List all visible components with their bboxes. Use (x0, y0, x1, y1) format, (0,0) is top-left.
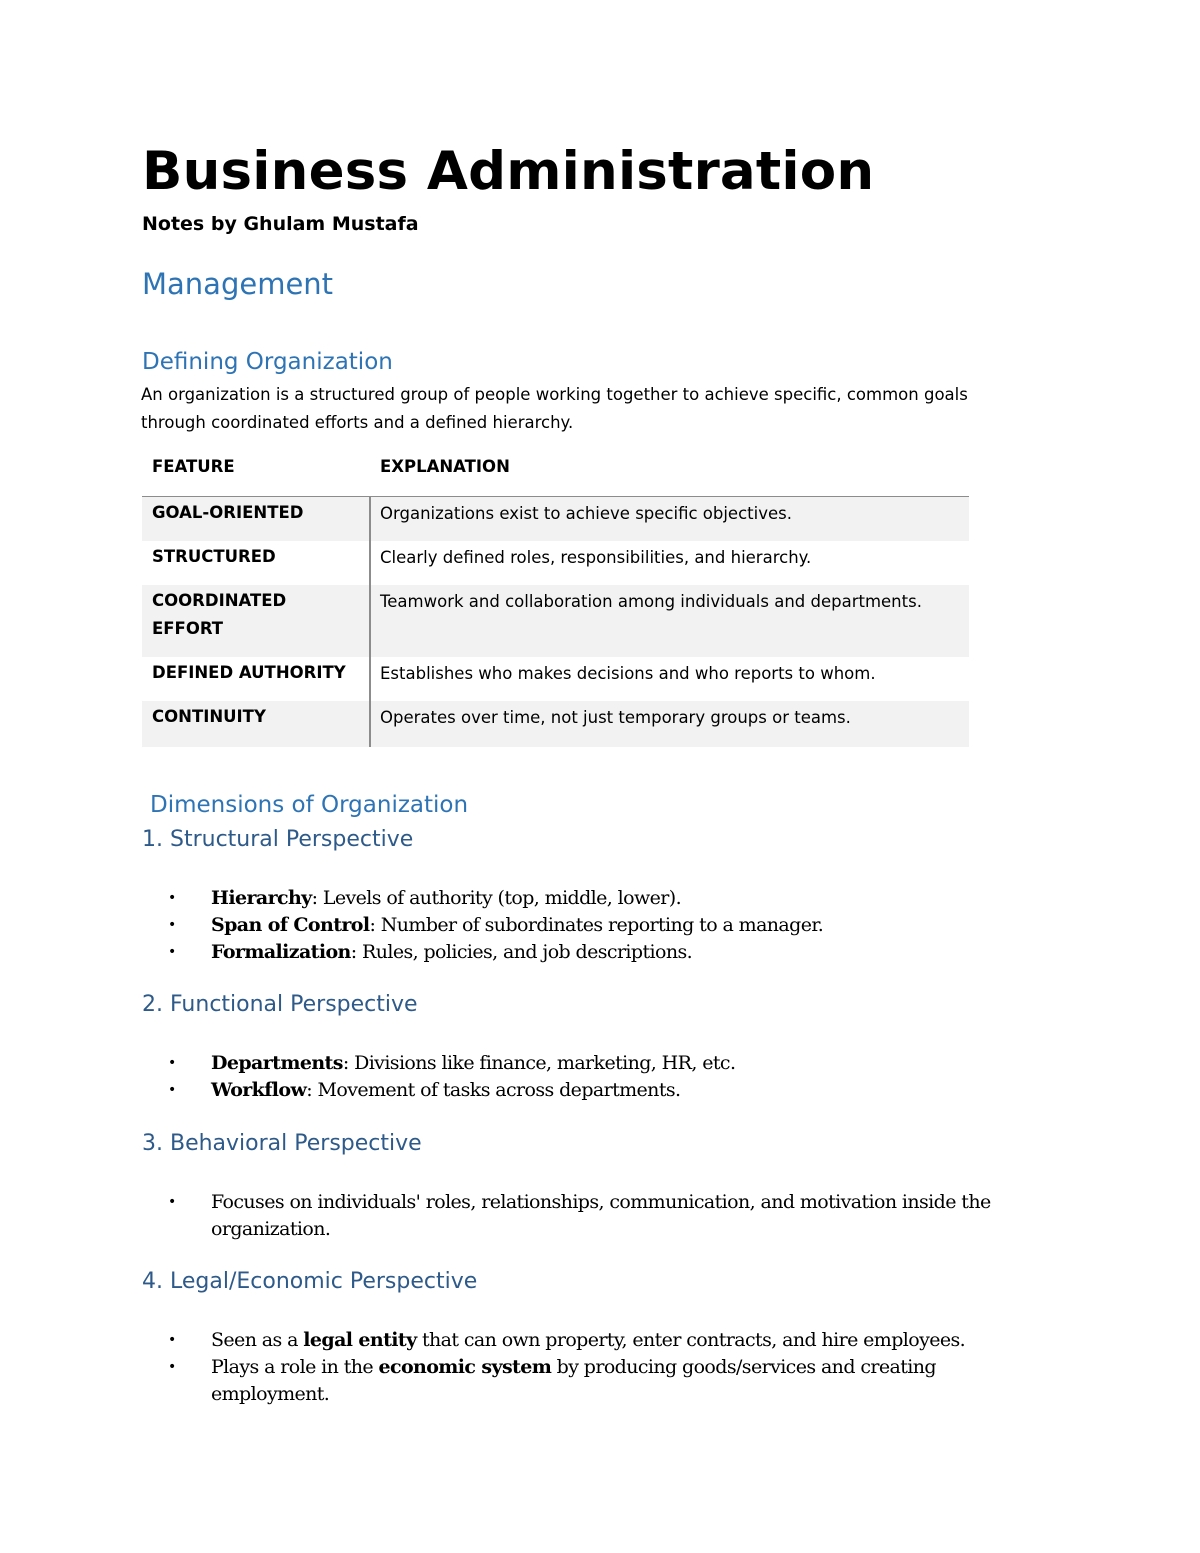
bullet-icon: • (168, 1359, 176, 1375)
list-item-text: : Divisions like finance, marketing, HR, etc. (342, 1052, 736, 1074)
legal-list (168, 1327, 1048, 1408)
list-item (168, 912, 1048, 939)
bullet-icon: • (168, 890, 176, 906)
table-cell-explanation: Organizations exist to achieve specific objectives. (380, 504, 792, 523)
table-row (142, 497, 969, 541)
heading-behavioral: 3. Behavioral Perspective (142, 1131, 422, 1156)
table-cell-feature: DEFINED AUTHORITY (152, 663, 346, 682)
table-cell-feature: STRUCTURED (152, 547, 276, 566)
table-row (142, 701, 969, 747)
table-column-divider (369, 497, 371, 747)
list-item-term: economic system (378, 1356, 552, 1378)
table-cell-feature: CONTINUITY (152, 707, 266, 726)
list-item-term: Span of Control (211, 914, 370, 936)
table-cell-feature: GOAL-ORIENTED (152, 503, 304, 522)
structural-list (168, 885, 1048, 966)
document-subtitle: Notes by Ghulam Mustafa (142, 213, 419, 235)
list-item-text: employment. (211, 1383, 330, 1405)
list-item (168, 1189, 1048, 1243)
list-item (168, 1354, 1048, 1408)
list-item-text: by producing goods/services and creating (551, 1356, 936, 1378)
table-header-feature: FEATURE (152, 457, 235, 476)
list-item-text: : Number of subordinates reporting to a manager. (369, 914, 824, 936)
list-item-term: legal entity (303, 1329, 417, 1351)
bullet-icon: • (168, 917, 176, 933)
table-row (142, 657, 969, 701)
bullet-icon: • (168, 1332, 176, 1348)
table-header-explanation: EXPLANATION (380, 457, 510, 476)
list-item-text: : Movement of tasks across departments. (306, 1079, 681, 1101)
definition-line: An organization is a structured group of people working together to achieve specific, common goals (141, 385, 968, 404)
heading-legal-economic: 4. Legal/Economic Perspective (142, 1269, 478, 1294)
list-item-term: Departments (211, 1052, 343, 1074)
list-item-term: Workflow (211, 1079, 307, 1101)
features-table (142, 448, 969, 747)
bullet-icon: • (168, 1082, 176, 1098)
list-item-text: : Levels of authority (top, middle, lower). (311, 887, 682, 909)
list-item-text: that can own property, enter contracts, and hire employees. (416, 1329, 966, 1351)
table-cell-explanation: Teamwork and collaboration among individuals and departments. (380, 592, 922, 611)
list-item (168, 1077, 1048, 1104)
table-cell-explanation: Establishes who makes decisions and who reports to whom. (380, 664, 876, 683)
list-item-term: Hierarchy (211, 887, 312, 909)
behavioral-list (168, 1189, 1048, 1243)
list-item (168, 885, 1048, 912)
list-item-text: organization. (211, 1218, 331, 1240)
list-item (168, 939, 1048, 966)
bullet-icon: • (168, 1194, 176, 1210)
bullet-icon: • (168, 1055, 176, 1071)
table-row (142, 541, 969, 585)
heading-defining-organization: Defining Organization (142, 349, 393, 375)
definition-paragraph (141, 381, 1041, 437)
list-item-text: Seen as a (211, 1329, 304, 1351)
table-row (142, 585, 969, 657)
heading-structural: 1. Structural Perspective (142, 827, 414, 852)
section-heading-management: Management (142, 267, 334, 301)
list-item (168, 1327, 1048, 1354)
table-cell-explanation: Operates over time, not just temporary groups or teams. (380, 708, 851, 727)
document-title: Business Administration (142, 141, 875, 202)
functional-list (168, 1050, 1048, 1104)
table-cell-feature: COORDINATED EFFORT (152, 591, 287, 638)
list-item (168, 1050, 1048, 1077)
bullet-icon: • (168, 944, 176, 960)
heading-dimensions: Dimensions of Organization (150, 792, 469, 818)
table-header-row (142, 448, 969, 497)
list-item-term: Formalization (211, 941, 351, 963)
definition-line: through coordinated efforts and a defined hierarchy. (141, 413, 574, 432)
heading-functional: 2. Functional Perspective (142, 992, 418, 1017)
table-cell-explanation: Clearly defined roles, responsibilities, and hierarchy. (380, 548, 812, 567)
list-item-text: Plays a role in the (211, 1356, 379, 1378)
list-item-text: : Rules, policies, and job descriptions. (350, 941, 693, 963)
list-item-text: Focuses on individuals' roles, relationships, communication, and motivation inside the (211, 1191, 991, 1213)
